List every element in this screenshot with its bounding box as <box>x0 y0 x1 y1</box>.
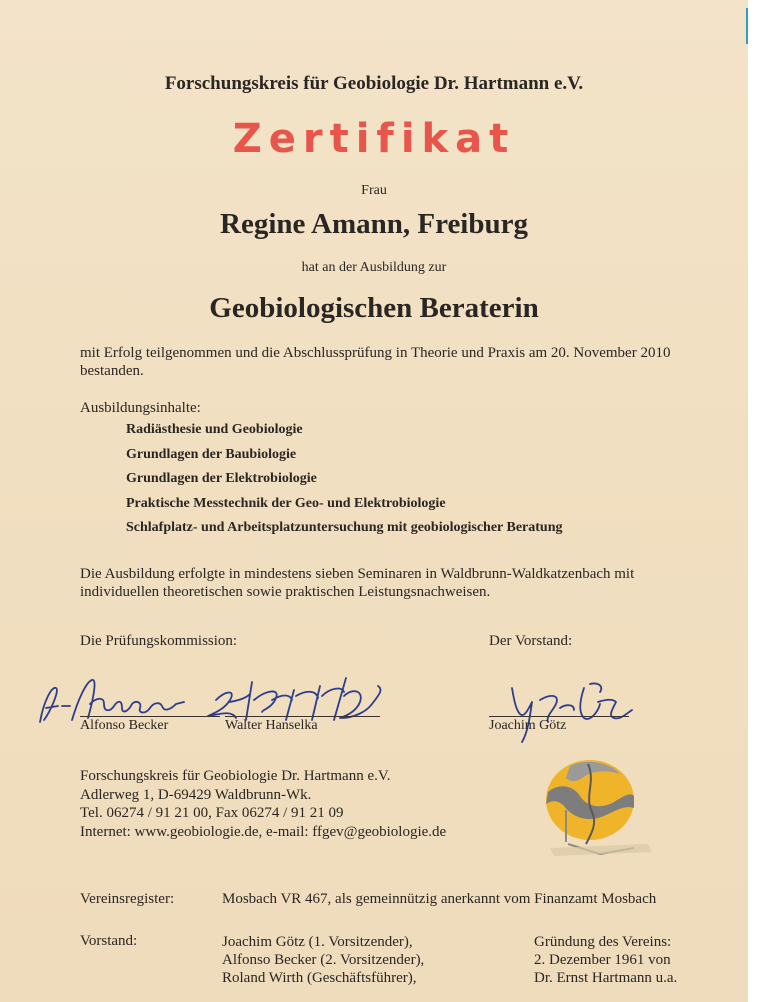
board-member: Alfonso Becker (2. Vorsitzender), <box>222 952 425 968</box>
chairman-signature-line <box>489 716 629 717</box>
board-members <box>222 933 424 987</box>
salutation: Frau <box>361 183 387 198</box>
founding-line: Dr. Ernst Hartmann u.a. <box>534 970 678 986</box>
commission-label: Die Prüfungskommission: <box>80 633 238 649</box>
organization-logo <box>530 752 660 862</box>
founding-line: 2. Dezember 1961 von <box>534 952 671 968</box>
signatures <box>0 660 748 750</box>
completion-statement: mit Erfolg teilgenommen und die Abschlussprüfung in Theorie und Praxis am 20. November 2010 bestanden. <box>80 345 671 379</box>
topic-item: Grundlagen der Baubiologie <box>126 446 297 462</box>
recipient-name: Regine Amann, Freiburg <box>220 208 528 240</box>
chairman-name: Joachim Götz <box>489 718 567 733</box>
examiner-1-signature-line <box>80 716 220 717</box>
address-line: Internet: www.geobiologie.de, e-mail: ffgev@geobiologie.de <box>80 823 447 840</box>
organization-address <box>80 767 446 841</box>
board-member: Roland Wirth (Geschäftsführer), <box>222 970 417 986</box>
board-member: Joachim Götz (1. Vorsitzender), <box>222 934 413 950</box>
founding-info <box>534 933 677 987</box>
organization-header: Forschungskreis für Geobiologie Dr. Hartmann e.V. <box>164 73 584 94</box>
scan-edge-mark <box>746 8 748 44</box>
founding-line: Gründung des Vereins: <box>534 934 672 950</box>
qualification-title: Geobiologischen Beraterin <box>209 292 539 324</box>
examiner-2-name: Walter Hanselka <box>225 718 318 733</box>
topic-item: Schlafplatz- und Arbeitsplatzuntersuchung mit geobiologischer Beratung <box>126 520 563 535</box>
certificate-title: Zertifikat <box>232 116 516 162</box>
contents-heading: Ausbildungsinhalte: <box>80 400 201 416</box>
examiner-1-name: Alfonso Becker <box>80 718 169 733</box>
hanselka-signature <box>208 678 380 720</box>
register-value: Mosbach VR 467, als gemeinnützig anerkannt vom Finanzamt Mosbach <box>222 891 657 907</box>
topics-list <box>126 422 563 545</box>
board-key: Vorstand: <box>80 933 138 949</box>
examiner-2-signature-line <box>225 716 380 717</box>
address-line: Adlerweg 1, D-69429 Waldbrunn-Wk. <box>80 786 312 803</box>
board-label: Der Vorstand: <box>489 633 573 649</box>
register-label: Vereinsregister: <box>80 891 175 907</box>
topic-item: Praktische Messtechnik der Geo- und Elektrobiologie <box>126 495 446 511</box>
address-line: Forschungskreis für Geobiologie Dr. Hartmann e.V. <box>80 768 391 784</box>
topic-item: Grundlagen der Elektrobiologie <box>126 471 317 486</box>
intro-line: hat an der Ausbildung zur <box>301 260 447 275</box>
address-line: Tel. 06274 / 91 21 00, Fax 06274 / 91 21 09 <box>80 805 344 821</box>
training-statement: Die Ausbildung erfolgte in mindestens sieben Seminaren in Waldbrunn-Waldkatzenbach mit individuellen theoretischen sowie praktischen Leistungsnachweisen. <box>80 566 635 600</box>
scan-edge <box>748 0 768 1002</box>
topic-item: Radiästhesie und Geobiologie <box>126 422 303 437</box>
